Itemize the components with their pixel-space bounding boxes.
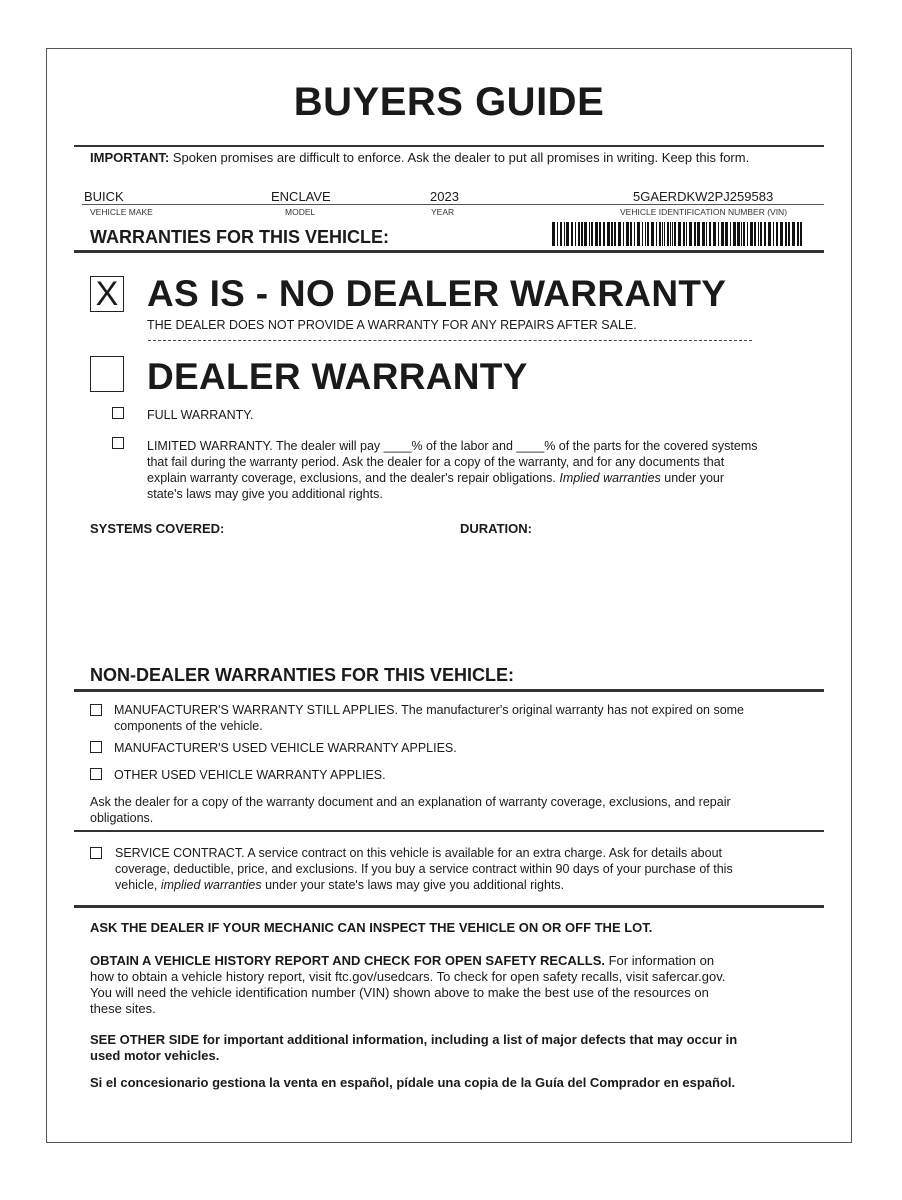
text-line: these sites. — [90, 1001, 156, 1016]
as-is-text: THE DEALER DOES NOT PROVIDE A WARRANTY FOR ANY REPAIRS AFTER SALE. — [147, 318, 637, 332]
service-contract-checkbox[interactable] — [90, 847, 102, 859]
limited-warranty-checkbox[interactable] — [112, 437, 124, 449]
text-line: how to obtain a vehicle history report, visit ftc.gov/usedcars. To check for open safety recalls, visit safercar.gov. — [90, 969, 726, 984]
vehicle-model-label: MODEL — [285, 207, 316, 217]
as-is-checkbox[interactable] — [90, 276, 124, 312]
text-line — [115, 877, 815, 893]
history-heading: OBTAIN A VEHICLE HISTORY REPORT AND CHECK FOR OPEN SAFETY RECALLS. — [90, 953, 605, 968]
warranties-heading: WARRANTIES FOR THIS VEHICLE: — [90, 227, 390, 247]
dashed-divider — [148, 340, 752, 341]
important-notice — [90, 150, 749, 165]
other-used-warranty-checkbox[interactable] — [90, 768, 102, 780]
mechanic-notice: ASK THE DEALER IF YOUR MECHANIC CAN INSPECT THE VEHICLE ON OR OFF THE LOT. — [90, 920, 653, 935]
divider — [74, 250, 824, 253]
text-line: used motor vehicles. — [90, 1048, 220, 1063]
limited-warranty-text — [147, 438, 827, 502]
used-vehicle-warranty-label: MANUFACTURER'S USED VEHICLE WARRANTY APPLIES. — [114, 741, 457, 755]
dealer-warranty-heading: DEALER WARRANTY — [147, 356, 528, 397]
see-other-text: for important additional information, including a list of major defects that may occur in — [199, 1032, 738, 1047]
limited-line — [147, 470, 827, 486]
vehicle-field-line — [82, 204, 824, 205]
divider — [74, 830, 824, 832]
full-warranty-checkbox[interactable] — [112, 407, 124, 419]
non-dealer-heading: NON-DEALER WARRANTIES FOR THIS VEHICLE: — [90, 665, 515, 685]
used-vehicle-warranty-checkbox[interactable] — [90, 741, 102, 753]
divider — [74, 145, 824, 147]
vehicle-year-value: 2023 — [430, 189, 459, 204]
text-line: obligations. — [90, 811, 154, 825]
vehicle-make-value: BUICK — [84, 189, 124, 204]
limited-line: LIMITED WARRANTY. The dealer will pay ____% of the labor and ____% of the parts for the covered systems — [147, 439, 758, 453]
page-title: BUYERS GUIDE — [293, 80, 605, 124]
divider — [74, 689, 824, 692]
as-is-heading: AS IS - NO DEALER WARRANTY — [147, 273, 727, 314]
manufacturer-warranty-checkbox[interactable] — [90, 704, 102, 716]
text-line — [90, 953, 820, 969]
service-text: under your state's laws may give you additional rights. — [261, 878, 565, 892]
systems-covered-label: SYSTEMS COVERED: — [90, 521, 225, 536]
vin-barcode — [552, 222, 805, 246]
service-contract-text — [115, 845, 815, 893]
full-warranty-label: FULL WARRANTY. — [147, 408, 254, 422]
implied-warranties-text: implied warranties — [160, 878, 262, 892]
limited-text: under your — [660, 471, 725, 485]
vehicle-vin-value: 5GAERDKW2PJ259583 — [633, 189, 774, 204]
history-notice — [90, 953, 820, 1017]
dealer-warranty-checkbox[interactable] — [90, 356, 124, 392]
check-x-mark: X — [95, 275, 119, 313]
text-line: components of the vehicle. — [114, 719, 263, 733]
see-other-side-notice — [90, 1032, 820, 1064]
text-line: You will need the vehicle identification number (VIN) shown above to make the best use of the resources on — [90, 985, 709, 1000]
history-text: For information on — [605, 953, 715, 968]
non-dealer-note — [90, 794, 820, 826]
text-line: Ask the dealer for a copy of the warranty document and an explanation of warranty coverage, exclusions, and repair — [90, 795, 731, 809]
limited-text: explain warranty coverage, exclusions, and the dealer's repair obligations. — [147, 471, 560, 485]
vehicle-make-label: VEHICLE MAKE — [90, 207, 153, 217]
vehicle-year-label: YEAR — [431, 207, 455, 217]
text-line: coverage, deductible, price, and exclusions. If you buy a service contract within 90 days of your purchase of this — [115, 862, 733, 876]
important-label: IMPORTANT: — [90, 150, 170, 165]
divider — [74, 905, 824, 908]
vehicle-model-value: ENCLAVE — [271, 189, 331, 204]
service-text: vehicle, — [115, 878, 161, 892]
important-text: Spoken promises are difficult to enforce. Ask the dealer to put all promises in writing. Keep this form. — [172, 150, 750, 165]
text-line: MANUFACTURER'S WARRANTY STILL APPLIES. The manufacturer's original warranty has not expired on some — [114, 703, 745, 717]
see-other-heading: SEE OTHER SIDE — [90, 1032, 200, 1047]
implied-warranties-text: Implied warranties — [559, 471, 661, 485]
manufacturer-warranty-text — [114, 702, 814, 734]
limited-line: that fail during the warranty period. Ask the dealer for a copy of the warranty, and for any documents that — [147, 455, 725, 469]
spanish-notice: Si el concesionario gestiona la venta en español, pídale una copia de la Guía del Comprador en español. — [90, 1075, 736, 1090]
other-used-warranty-label: OTHER USED VEHICLE WARRANTY APPLIES. — [114, 768, 386, 782]
text-line: SERVICE CONTRACT. A service contract on this vehicle is available for an extra charge. Ask for details about — [115, 846, 722, 860]
vehicle-vin-label: VEHICLE IDENTIFICATION NUMBER (VIN) — [620, 207, 788, 217]
duration-label: DURATION: — [460, 521, 532, 536]
limited-line: state's laws may give you additional rights. — [147, 487, 383, 501]
text-line — [90, 1032, 820, 1048]
